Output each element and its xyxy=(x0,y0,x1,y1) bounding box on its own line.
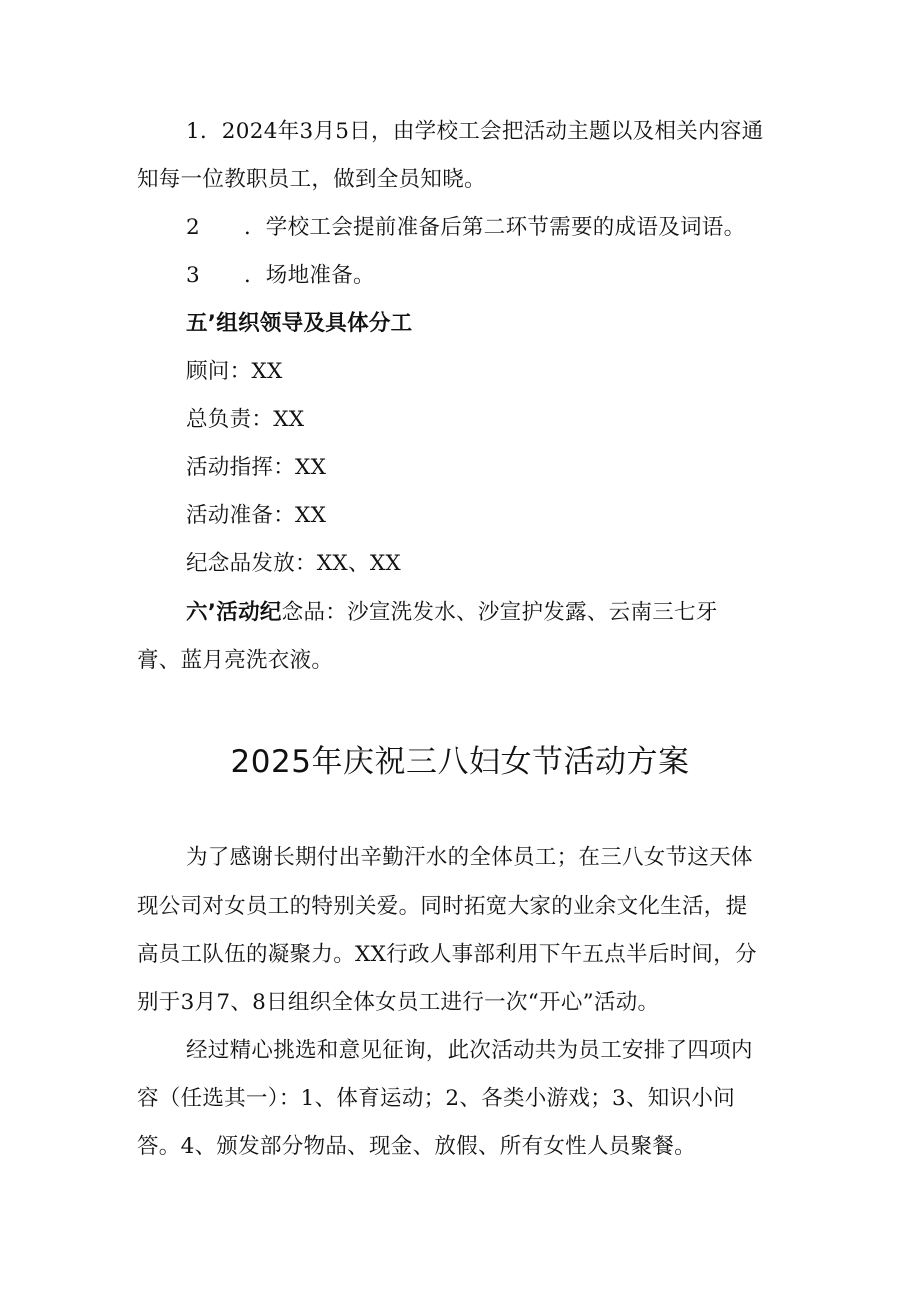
document-title: 2025年庆祝三八妇女节活动方案 xyxy=(230,744,690,780)
item-3 xyxy=(186,261,375,291)
role-souvenir-distribution: 纪念品发放：XX、XX xyxy=(186,551,402,576)
section-6-line-1 xyxy=(186,598,718,628)
para-2-line-1: 经过精心挑选和意见征询，此次活动共为员工安排了四项内 xyxy=(186,1038,753,1063)
role-commander: 活动指挥：XX xyxy=(186,455,327,480)
section-5-heading: 五’组织领导及具体分工 xyxy=(186,311,413,336)
section-6-text: 念品：沙宣洗发水、沙宣护发露、云南三七牙 xyxy=(281,600,718,625)
item-2-text: ．学校工会提前准备后第二环节需要的成语及词语。 xyxy=(244,215,746,240)
item-2-number: 2 xyxy=(186,215,200,240)
para-1-line-3: 高员工队伍的凝聚力。XX行政人事部利用下午五点半后时间，分 xyxy=(137,942,757,967)
section-6-heading: 六’活动纪 xyxy=(186,600,282,625)
role-advisor: 顾问：XX xyxy=(186,359,283,384)
item-1-line-1: 1．2024年3月5日，由学校工会把活动主题以及相关内容通 xyxy=(186,119,764,144)
para-2-line-2: 容（任选其一）：1、体育运动；2、各类小游戏；3、知识小问 xyxy=(137,1086,735,1111)
para-2-line-3: 答。4、颁发部分物品、现金、放假、所有女性人员聚餐。 xyxy=(137,1134,696,1159)
item-3-number: 3 xyxy=(186,263,200,288)
item-3-text: ．场地准备。 xyxy=(244,263,375,288)
item-1-line-2: 知每一位教职员工，做到全员知晓。 xyxy=(137,167,486,192)
para-1-line-1: 为了感谢长期付出辛勤汗水的全体员工；在三八女节这天体 xyxy=(186,845,753,870)
role-general-manager: 总负责：XX xyxy=(186,407,305,432)
para-1-line-2: 现公司对女员工的特别关爱。同时拓宽大家的业余文化生活，提 xyxy=(137,894,748,919)
item-2 xyxy=(186,213,745,243)
para-1-line-4: 别于3月7、8日组织全体女员工进行一次“开心”活动。 xyxy=(137,990,660,1015)
role-preparation: 活动准备：XX xyxy=(186,503,327,528)
section-6-line-2: 膏、蓝月亮洗衣液。 xyxy=(137,648,334,673)
